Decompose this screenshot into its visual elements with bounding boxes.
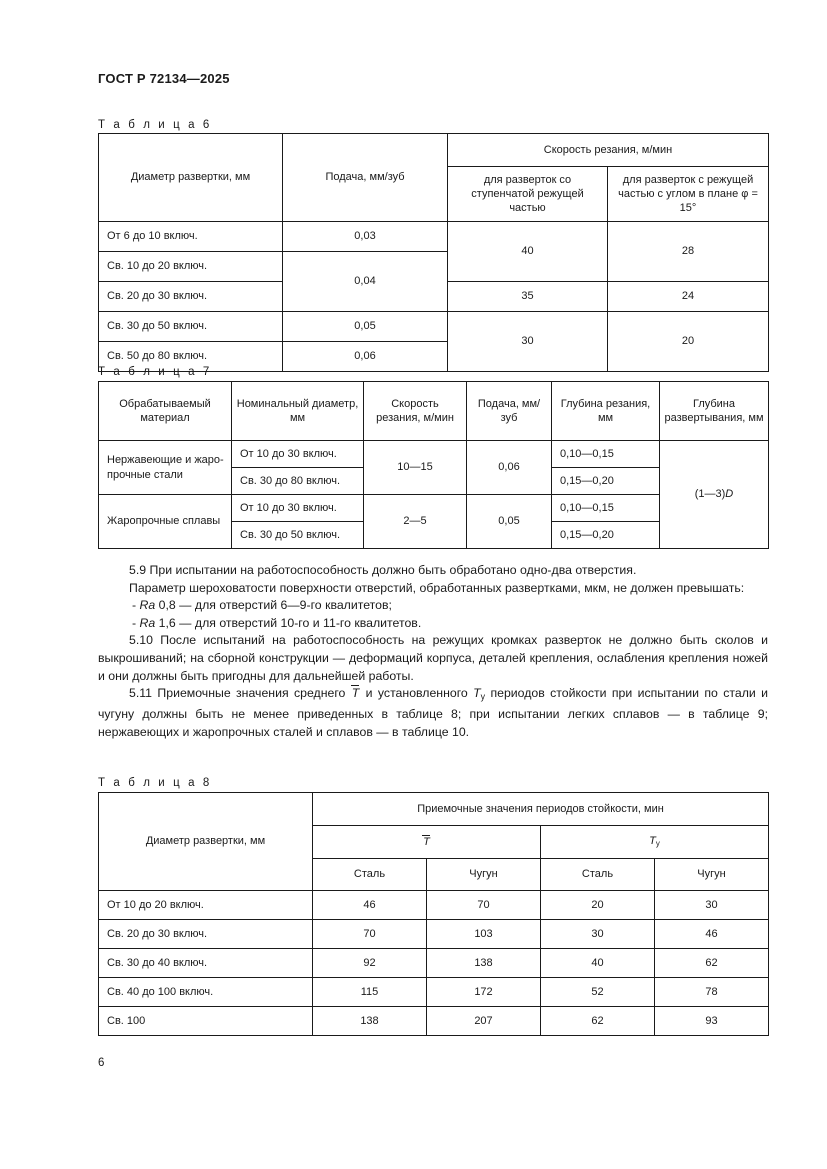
table7-cell-feed: 0,05	[467, 495, 552, 549]
table6-cell-feed: 0,04	[283, 252, 448, 312]
table6-cell-diameter: Св. 10 до 20 включ.	[99, 252, 283, 282]
table8-cell-t-iron: 172	[427, 978, 541, 1007]
paragraph-5-10: 5.10 После испытаний на работоспособность на режущих кромках разверток не должно быть сколов и выкрошиваний; на сборной конструкции — деформаций корпуса, деталей крепления, ослабления крепления ножей и они должны быть пригодны для дальнейшей работы.	[98, 633, 768, 683]
table7-cell-reaming-depth	[660, 441, 769, 549]
paragraph-5-9: 5.9 При испытании на работоспособность должно быть обработано одно-два отверстия.	[129, 563, 637, 577]
table8-header-steel: Сталь	[313, 859, 427, 891]
table7-cell-speed: 10—15	[364, 441, 467, 495]
table7-reaming-prefix: (1—3)	[694, 488, 726, 501]
table8-cell-t-iron: 70	[427, 891, 541, 920]
table-row	[99, 978, 769, 1007]
table7-cell-speed: 2—5	[364, 495, 467, 549]
bullet-text: 0,8 — для отверстий 6—9-го квалитетов;	[155, 598, 392, 613]
table6-cell-speed-angle: 24	[608, 282, 769, 312]
ra-symbol: Ra	[139, 615, 156, 630]
table8-header-cast-iron: Чугун	[655, 859, 769, 891]
table8-subheader-t-average	[313, 826, 541, 859]
table6-col-diameter-header: Диаметр развертки, мм	[99, 134, 283, 222]
ra-symbol: Ra	[139, 598, 156, 613]
table7-reaming-symbol: D	[725, 488, 734, 501]
table6	[98, 133, 769, 372]
table7-header-cutting-speed: Скорость резания, м/мин	[364, 382, 467, 441]
table6-caption: Т а б л и ц а 6	[98, 119, 212, 131]
table6-cell-diameter: Св. 50 до 80 включ.	[99, 342, 283, 372]
table6-cell-diameter: Св. 30 до 50 включ.	[99, 312, 283, 342]
table8-cell-diameter: От 10 до 20 включ.	[99, 891, 313, 920]
table8-cell-ty-steel: 62	[541, 1007, 655, 1036]
table-row	[99, 891, 769, 920]
t-established-symbol	[473, 686, 485, 700]
table-row	[99, 1007, 769, 1036]
t-established-letter: T	[649, 835, 656, 848]
table8-caption: Т а б л и ц а 8	[98, 777, 212, 789]
table6-header-row-1	[99, 134, 769, 167]
table6-cell-speed-angle: 20	[608, 312, 769, 372]
table6-cell-feed: 0,03	[283, 222, 448, 252]
table7-cell-material: Жаропрочные сплавы	[99, 495, 232, 549]
table7-cell-diameter: Св. 30 до 50 включ.	[232, 522, 364, 549]
table8-cell-t-steel: 46	[313, 891, 427, 920]
table7-cell-depth: 0,15—0,20	[552, 468, 660, 495]
table6-cell-speed-stepped: 40	[448, 222, 608, 282]
table8-cell-t-iron: 138	[427, 949, 541, 978]
table8-cell-t-iron: 103	[427, 920, 541, 949]
table7-cell-depth: 0,10—0,15	[552, 441, 660, 468]
table7-header-cutting-depth: Глубина резания, мм	[552, 382, 660, 441]
table6-cell-feed: 0,06	[283, 342, 448, 372]
table8-subheader-t-established	[541, 826, 769, 859]
table-row	[99, 222, 769, 252]
table7-cell-material: Нержавеющие и жаро- прочные стали	[99, 441, 232, 495]
paragraph-5-11-part-b: и установленного	[360, 686, 474, 701]
table7	[98, 381, 769, 549]
table6-cell-feed: 0,05	[283, 312, 448, 342]
table7-cell-depth: 0,10—0,15	[552, 495, 660, 522]
table8-cell-ty-steel: 20	[541, 891, 655, 920]
table8-group-header-durability: Приемочные значения периодов стойкости, мин	[313, 793, 769, 826]
page-number: 6	[98, 1057, 105, 1069]
body-text-block	[98, 562, 768, 741]
table6-cell-speed-angle: 28	[608, 222, 769, 282]
table8-cell-ty-iron: 62	[655, 949, 769, 978]
table7-cell-diameter: Св. 30 до 80 включ.	[232, 468, 364, 495]
table-row	[99, 312, 769, 342]
table7-cell-diameter: От 10 до 30 включ.	[232, 495, 364, 522]
bullet-ra-08	[98, 597, 768, 615]
bullet-ra-16	[98, 615, 768, 633]
table7-cell-feed: 0,06	[467, 441, 552, 495]
table8-cell-t-iron: 207	[427, 1007, 541, 1036]
table7-cell-depth: 0,15—0,20	[552, 522, 660, 549]
bullet-dash: -	[132, 598, 140, 613]
t-established-symbol	[649, 835, 660, 847]
table8-cell-diameter: Св. 30 до 40 включ.	[99, 949, 313, 978]
table-row	[99, 949, 769, 978]
table6-cell-speed-stepped: 35	[448, 282, 608, 312]
table8-cell-t-steel: 115	[313, 978, 427, 1007]
table6-col-angle-header: для разверток с режущей частью с углом в плане φ = 15°	[608, 167, 769, 222]
table6-cell-speed-stepped: 30	[448, 312, 608, 372]
t-established-subscript: у	[655, 839, 660, 849]
paragraph-roughness: Параметр шероховатости поверхности отверстий, обработанных развертками, мкм, не должен превышать:	[129, 580, 745, 595]
table7-header-feed: Подача, мм/зуб	[467, 382, 552, 441]
table8-cell-t-steel: 70	[313, 920, 427, 949]
table7-header-nominal-diameter: Номинальный диаметр, мм	[232, 382, 364, 441]
table6-cell-diameter: Св. 20 до 30 включ.	[99, 282, 283, 312]
bullet-text: 1,6 — для отверстий 10-го и 11-го квалитетов.	[155, 615, 422, 630]
table7-header-reaming-depth: Глубина развертывания, мм	[660, 382, 769, 441]
table7-caption: Т а б л и ц а 7	[98, 366, 212, 378]
table8-cell-ty-iron: 30	[655, 891, 769, 920]
table6-col-stepped-header: для разверток со ступенчатой режущей частью	[448, 167, 608, 222]
table7-header-material: Обрабатываемый материал	[99, 382, 232, 441]
paragraph-5-11-part-a: 5.11 Приемочные значения среднего	[129, 686, 351, 701]
table8-cell-ty-iron: 93	[655, 1007, 769, 1036]
table8-cell-diameter: Св. 100	[99, 1007, 313, 1036]
table8-cell-ty-iron: 46	[655, 920, 769, 949]
paragraph-5-11	[98, 685, 768, 741]
table8-cell-ty-iron: 78	[655, 978, 769, 1007]
table6-col-feed-header: Подача, мм/зуб	[283, 134, 448, 222]
table8	[98, 792, 769, 1036]
paragraph-5-11-part-c: периодов стойкости при испытании по стали и чугуну должны быть не менее приведенных в таблице 8; при испытании легких сплавов — в таблице 9; нержавеющих и жаропрочных сталей и сплавов — в таблице 10.	[98, 686, 769, 739]
table8-header-cast-iron: Чугун	[427, 859, 541, 891]
standard-number: ГОСТ Р 72134—2025	[98, 71, 230, 86]
table8-cell-ty-steel: 52	[541, 978, 655, 1007]
t-average-symbol: T	[423, 835, 430, 848]
table8-cell-ty-steel: 30	[541, 920, 655, 949]
t-average-symbol: T	[351, 686, 360, 701]
table-row	[99, 441, 769, 468]
table8-header-diameter: Диаметр развертки, мм	[99, 793, 313, 891]
table6-group-header-speed: Скорость резания, м/мин	[448, 134, 769, 167]
table6-cell-diameter: От 6 до 10 включ.	[99, 222, 283, 252]
table8-cell-t-steel: 138	[313, 1007, 427, 1036]
bullet-dash: -	[132, 615, 140, 630]
t-established-subscript: у	[480, 691, 486, 702]
table8-cell-diameter: Св. 20 до 30 включ.	[99, 920, 313, 949]
table7-cell-diameter: От 10 до 30 включ.	[232, 441, 364, 468]
t-established-letter: T	[473, 686, 481, 701]
table-row	[99, 920, 769, 949]
table8-cell-diameter: Св. 40 до 100 включ.	[99, 978, 313, 1007]
table8-cell-t-steel: 92	[313, 949, 427, 978]
table8-header-steel: Сталь	[541, 859, 655, 891]
table7-header-row	[99, 382, 769, 441]
table8-header-row-1	[99, 793, 769, 826]
table8-cell-ty-steel: 40	[541, 949, 655, 978]
